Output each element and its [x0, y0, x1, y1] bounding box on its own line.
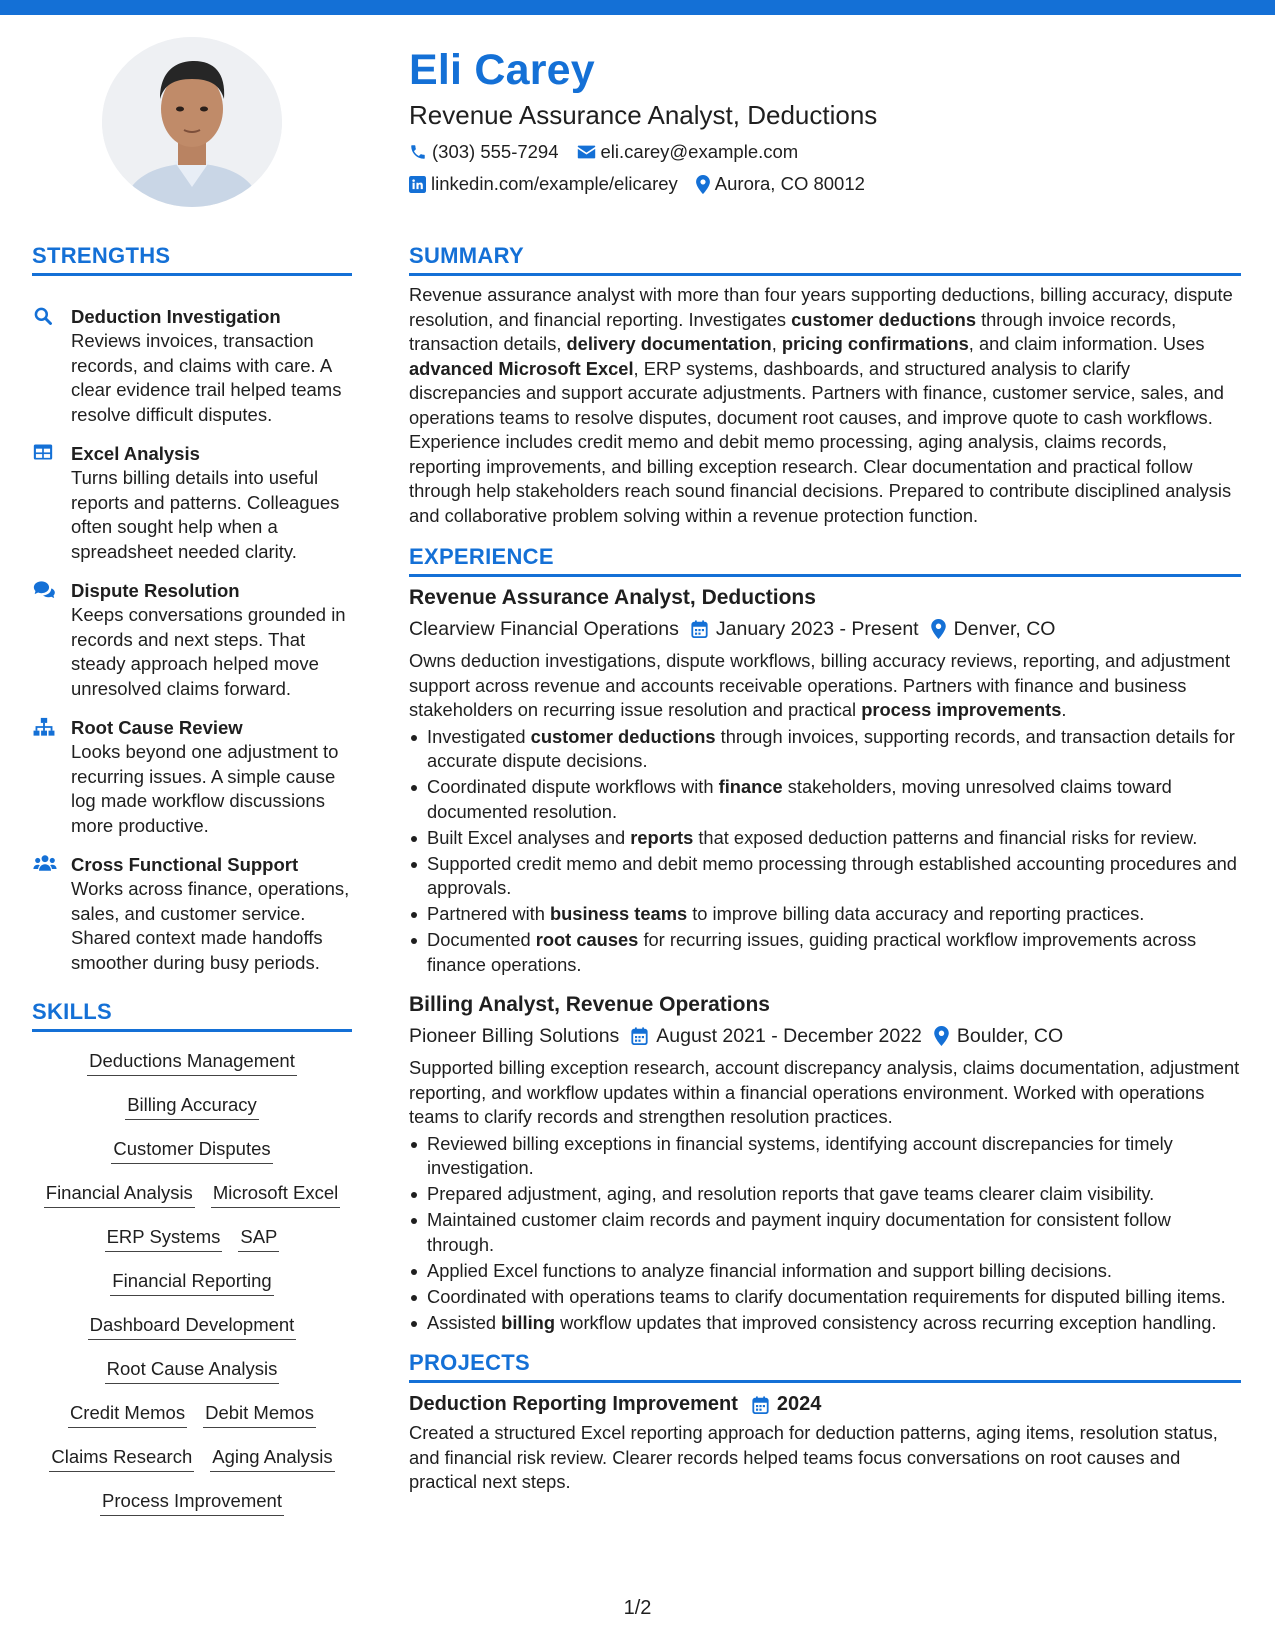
strengths-heading: STRENGTHS: [32, 242, 352, 276]
candidate-title: Revenue Assurance Analyst, Deductions: [409, 100, 878, 130]
linkedin-text[interactable]: linkedin.com/example/elicarey: [431, 173, 678, 194]
strength-title: Dispute Resolution: [71, 580, 240, 601]
left-column: [32, 242, 352, 1532]
job-meta: [409, 1022, 1241, 1050]
users-icon: [33, 854, 57, 872]
skill-tag: ERP Systems: [105, 1224, 223, 1252]
bullet-item: Maintained customer claim records and payment inquiry documentation for consistent follow through.: [409, 1208, 1241, 1257]
sitemap-icon: [33, 717, 55, 737]
projects-heading: PROJECTS: [409, 1349, 1241, 1383]
job-location: Boulder, CO: [956, 1025, 1064, 1047]
summary-text: Revenue assurance analyst with more than four years supporting deductions, billing accuracy, dispute resolution, and financial reporting. Investigates customer deductions through invoice records, transaction details, delivery documentation, pricing confirmations, and claim information. Uses advanced Microsoft Excel, ERP systems, dashboards, and structured analysis to clarify discrepancies and support accurate adjustments. Partners with finance, customer service, sales, and operations teams to resolve disputes, document root causes, and improve quote to cash workflows. Experience includes credit memo and debit memo processing, aging analysis, claims records, reporting improvements, and billing exception research. Clear documentation and practical follow through help stakeholders reach sound financial decisions. Prepared to contribute disciplined analysis and collaborative problem solving within a revenue protection function.: [409, 284, 1233, 526]
bullet-item: Assisted billing workflow updates that improved consistency across recurring exception handling.: [409, 1311, 1241, 1336]
skill-row: [102, 1268, 281, 1296]
comments-icon: [33, 580, 55, 598]
summary-heading: SUMMARY: [409, 242, 1241, 276]
contact-row-2: [409, 172, 1239, 196]
skill-tag: Microsoft Excel: [211, 1180, 340, 1208]
map-marker-icon: [934, 1026, 949, 1046]
bullet-item: Supported credit memo and debit memo processing through established accounting procedures and approvals.: [409, 852, 1241, 901]
calendar-icon: [691, 620, 708, 638]
job-dates: January 2023 - Present: [715, 618, 919, 640]
strength-desc: Keeps conversations grounded in records and next steps. That steady approach helped move unresolved claims forward.: [71, 604, 346, 699]
skill-tag: Aging Analysis: [210, 1444, 334, 1472]
job-description: Supported billing exception research, account discrepancy analysis, claims documentation, adjustment reporting, and workflow updates within a financial operations environment. Worked with operations teams to clarify records and strengthen resolution practices.: [409, 1057, 1240, 1127]
contact-row-1: [409, 140, 1239, 164]
resume-header: [409, 44, 1239, 196]
skill-row: [97, 1224, 288, 1252]
skill-tag: Process Improvement: [100, 1488, 284, 1516]
bullet-item: Partnered with business teams to improve billing data accuracy and reporting practices.: [409, 902, 1241, 927]
job-bullets: [409, 1132, 1241, 1336]
job-location: Denver, CO: [953, 618, 1056, 640]
project-title: Deduction Reporting Improvement: [409, 1393, 738, 1415]
bullet-item: Built Excel analyses and reports that exposed deduction patterns and financial risks for review.: [409, 826, 1241, 851]
strength-title: Cross Functional Support: [71, 854, 299, 875]
table-icon: [33, 443, 53, 461]
candidate-name: Eli Carey: [409, 46, 595, 94]
bullet-item: Applied Excel functions to analyze financial information and support billing decisions.: [409, 1259, 1241, 1284]
skill-row: [80, 1312, 305, 1340]
job-title: Billing Analyst, Revenue Operations: [409, 993, 770, 1016]
experience-heading: EXPERIENCE: [409, 543, 1241, 577]
bullet-item: Coordinated with operations teams to clarify documentation requirements for disputed billing items.: [409, 1285, 1241, 1310]
project-year: 2024: [776, 1393, 822, 1415]
strength-desc: Reviews invoices, transaction records, and claims with care. A clear evidence trail helped teams resolve difficult disputes.: [71, 330, 342, 425]
skill-row: [103, 1136, 280, 1164]
job-meta: [409, 615, 1241, 643]
map-marker-icon: [696, 175, 710, 194]
skill-tag: SAP: [238, 1224, 279, 1252]
skill-row: [36, 1180, 348, 1208]
skill-row: [41, 1444, 342, 1472]
search-icon: [33, 306, 53, 326]
envelope-icon: [577, 144, 596, 160]
skill-tag: Financial Reporting: [110, 1268, 273, 1296]
job-company: Clearview Financial Operations: [409, 618, 679, 640]
skill-tag: Financial Analysis: [44, 1180, 195, 1208]
bullet-item: Prepared adjustment, aging, and resolution reports that gave teams clearer claim visibility.: [409, 1182, 1241, 1207]
location-text: Aurora, CO 80012: [714, 173, 865, 194]
skill-row: [92, 1488, 292, 1516]
bullet-item: Coordinated dispute workflows with finance stakeholders, moving unresolved claims toward documented resolution.: [409, 775, 1241, 824]
project-header: [409, 1391, 1241, 1418]
right-column: [409, 242, 1241, 1495]
skill-row: [97, 1356, 288, 1384]
strength-item: [32, 715, 352, 838]
job-company: Pioneer Billing Solutions: [409, 1025, 620, 1047]
bullet-item: Reviewed billing exceptions in financial systems, identifying account discrepancies for timely investigation.: [409, 1132, 1241, 1181]
strength-item: [32, 852, 352, 975]
strength-desc: Looks beyond one adjustment to recurring issues. A simple cause log made workflow discussions more productive.: [71, 741, 339, 836]
bullet-item: Documented root causes for recurring issues, guiding practical workflow improvements across finance operations.: [409, 928, 1241, 977]
skill-tag: Billing Accuracy: [125, 1092, 259, 1120]
strength-item: [32, 578, 352, 701]
strength-item: [32, 441, 352, 564]
job-bullets: [409, 725, 1241, 978]
email-text[interactable]: eli.carey@example.com: [600, 141, 799, 162]
top-accent-bar: [0, 0, 1275, 15]
project-description: Created a structured Excel reporting approach for deduction patterns, aging items, resolution status, and financial risk review. Clearer records helped teams focus conversations on root causes and practical next steps.: [409, 1422, 1218, 1492]
skill-row: [117, 1092, 267, 1120]
skill-tag: Root Cause Analysis: [105, 1356, 280, 1384]
strength-item: [32, 304, 352, 427]
job-entry: [409, 584, 1241, 977]
strength-title: Root Cause Review: [71, 717, 243, 738]
strength-desc: Works across finance, operations, sales, and customer service. Shared context made handoffs smoother during busy periods.: [71, 878, 350, 973]
skill-tag: Credit Memos: [68, 1400, 187, 1428]
job-title: Revenue Assurance Analyst, Deductions: [409, 586, 816, 609]
page-number: 1/2: [623, 1597, 652, 1619]
job-entry: [409, 991, 1241, 1335]
strength-title: Excel Analysis: [71, 443, 200, 464]
linkedin-contact[interactable]: [409, 172, 678, 196]
skills-heading: SKILLS: [32, 998, 352, 1032]
skill-row: [60, 1400, 324, 1428]
location-contact: [696, 172, 865, 196]
strength-title: Deduction Investigation: [71, 306, 281, 327]
calendar-icon: [752, 1396, 769, 1414]
projects-list: [409, 1391, 1241, 1495]
skill-tag: Customer Disputes: [111, 1136, 272, 1164]
job-dates: August 2021 - December 2022: [656, 1025, 922, 1047]
skills-list: [32, 1048, 352, 1532]
phone-contact: [409, 140, 559, 164]
skill-tag: Claims Research: [49, 1444, 194, 1472]
job-description: Owns deduction investigations, dispute workflows, billing accuracy reviews, reporting, and adjustment support across revenue and accounts receivable operations. Partners with finance and business stakeholders on recurring issue resolution and practical process improvements.: [409, 650, 1231, 720]
skill-row: [79, 1048, 305, 1076]
map-marker-icon: [931, 619, 946, 639]
skill-tag: Deductions Management: [87, 1048, 297, 1076]
calendar-icon: [631, 1027, 648, 1045]
phone-icon: [409, 143, 427, 161]
experience-list: [409, 584, 1241, 1335]
strength-desc: Turns billing details into useful reports and patterns. Colleagues often sought help when a spreadsheet needed clarity.: [71, 467, 340, 562]
bullet-item: Investigated customer deductions through invoices, supporting records, and transaction details for accurate dispute decisions.: [409, 725, 1241, 774]
linkedin-icon: [409, 176, 426, 193]
skill-tag: Debit Memos: [203, 1400, 316, 1428]
email-contact[interactable]: [577, 140, 799, 164]
skill-tag: Dashboard Development: [88, 1312, 297, 1340]
profile-photo: [102, 37, 282, 207]
project-entry: [409, 1391, 1241, 1495]
phone-text: (303) 555-7294: [432, 141, 559, 162]
